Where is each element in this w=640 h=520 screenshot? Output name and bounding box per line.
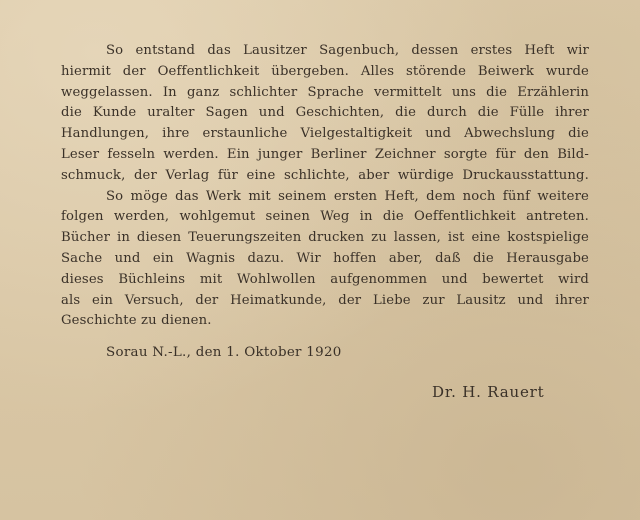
text-line: schmuck, der Verlag für eine schlichte, aber würdige Druckausstattung.	[61, 167, 589, 183]
text-line: So entstand das Lausitzer Sagenbuch, dessen erstes Heft wir	[106, 43, 589, 58]
text-line: dieses Büchleins mit Wohlwollen aufgenommen und bewertet wird	[61, 271, 589, 287]
text-line: als ein Versuch, der Heimatkunde, der Liebe zur Lausitz und ihrer	[61, 292, 589, 308]
paragraph-1	[61, 41, 589, 187]
signature: Dr. H. Rauert	[432, 383, 545, 401]
text-line: So möge das Werk mit seinem ersten Heft, dem noch fünf weitere	[106, 188, 589, 204]
paragraph-2	[61, 187, 589, 333]
text-line: Geschichte zu dienen.	[61, 313, 212, 329]
dateline: Sorau N.-L., den 1. Oktober 1920	[106, 345, 342, 360]
text-line: weggelassen. In ganz schlichter Sprache vermittelt uns die Erzählerin	[61, 84, 589, 100]
text-line: Bücher in diesen Teuerungszeiten drucken zu lassen, ist eine kostspielige	[61, 230, 589, 246]
body-text	[61, 41, 589, 332]
text-line: hiermit der Oeffentlichkeit übergeben. Alles störende Beiwerk wurde	[61, 63, 589, 79]
text-line: Leser fesseln werden. Ein junger Berliner Zeichner sorgte für den Bild-	[61, 146, 589, 162]
text-line: Sache und ein Wagnis dazu. Wir hoffen aber, daß die Herausgabe	[61, 250, 589, 266]
text-line: Handlungen, ihre erstaunliche Vielgestaltigkeit und Abwechslung die	[61, 126, 589, 142]
text-line: die Kunde uralter Sagen und Geschichten, die durch die Fülle ihrer	[61, 105, 589, 121]
text-line: folgen werden, wohlgemut seinen Weg in die Oeffentlichkeit antreten.	[61, 209, 589, 225]
